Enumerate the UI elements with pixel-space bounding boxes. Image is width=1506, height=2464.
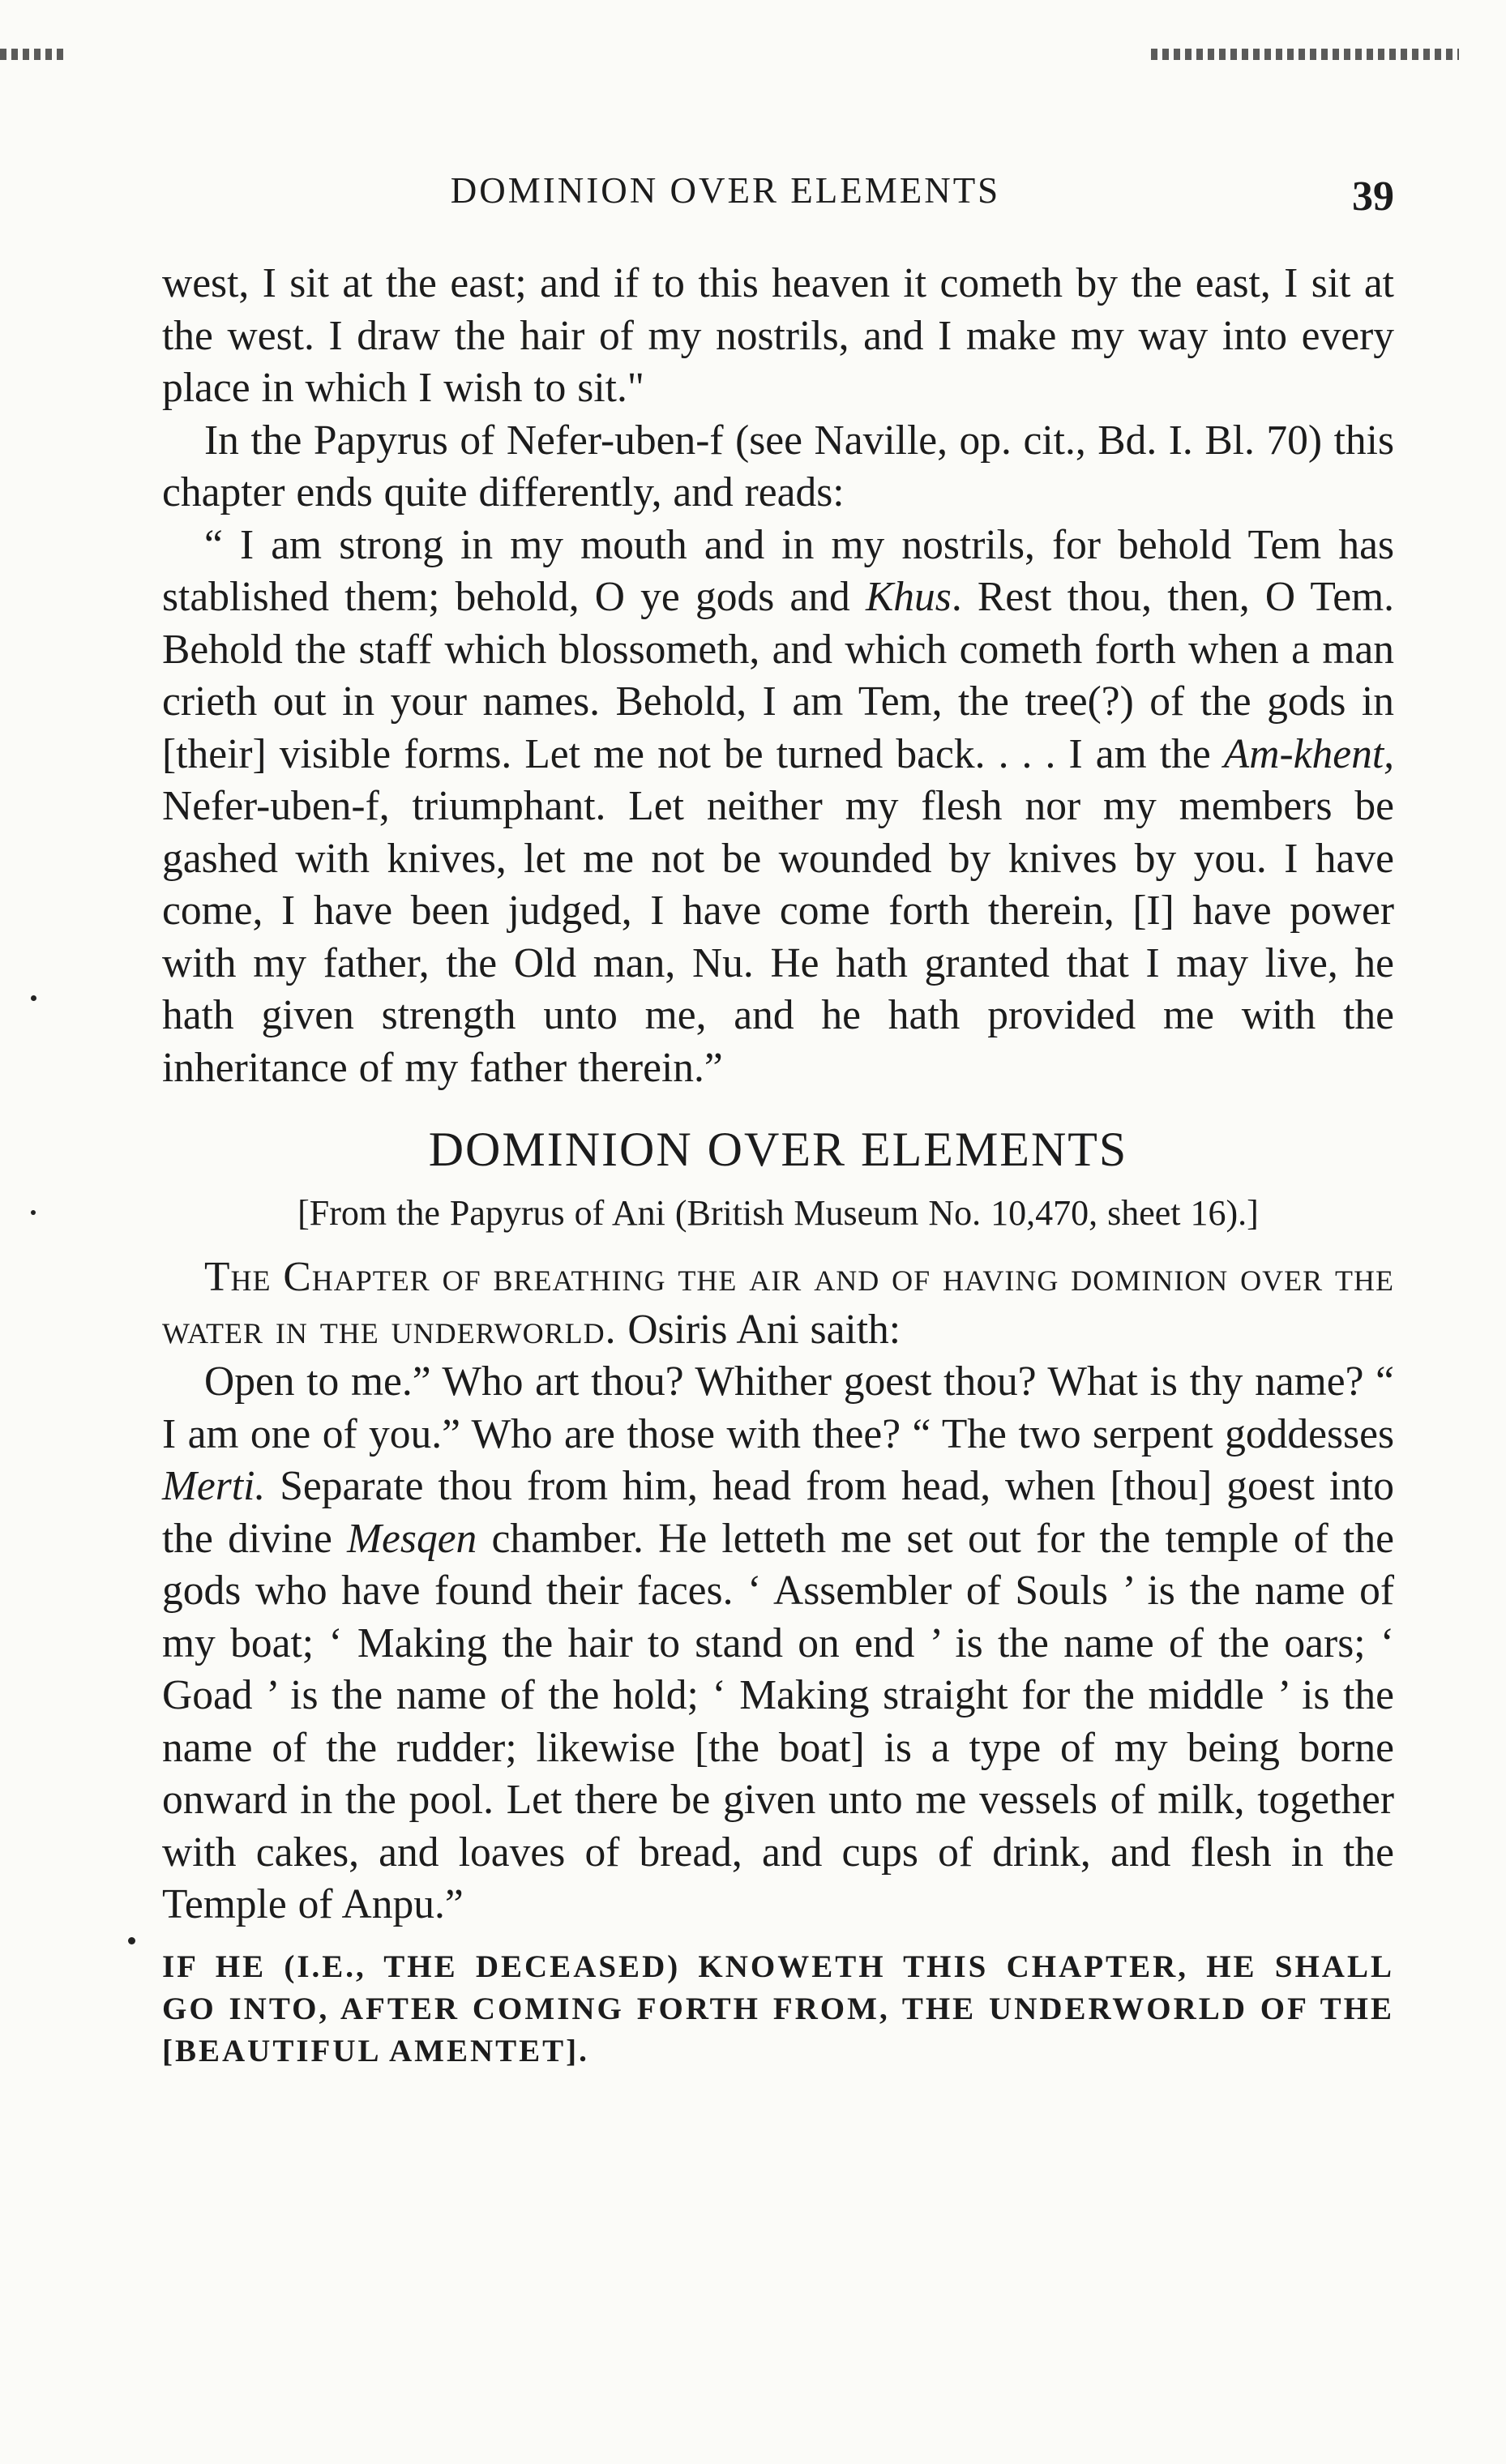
chapter-intro: [162, 1251, 1394, 1356]
running-title: DOMINION OVER ELEMENTS: [450, 170, 1001, 211]
section-title: DOMINION OVER ELEMENTS: [428, 1123, 1128, 1176]
scan-artifact-top-left: [0, 49, 65, 60]
body-text: [162, 258, 1394, 2073]
quotation-text: Nefer-uben-f, triumphant. Let neither my flesh nor my members be gashed with knives, let me not be wounded by knives by you. I have come, I have been judged, I have come forth therein, [I] have power with my father, the Old man, Nu. He hath granted that I may live, he hath given strength unto me, and he hath provided me with the inheritance of my father therein.”: [162, 783, 1394, 1091]
italic-term-mesqen: Mesqen: [347, 1515, 477, 1562]
paragraph-quotation: [162, 520, 1394, 1095]
chapter-body-text: Separate thou from him, head from head, when [thou] goest into the divine: [162, 1463, 1394, 1562]
italic-term-merti: Merti.: [162, 1463, 266, 1509]
chapter-heading: The Chapter of breathing the air and of having dominion over the water in the underworld.: [162, 1254, 1394, 1353]
quotation-text: . Rest thou, then, O Tem. Behold the staff which blossometh, and which cometh forth when a man crieth out in your names. Behold, I am Tem, the tree(?) of the gods in [their] visible forms. Let me not be turned back. . . . I am the: [162, 574, 1395, 777]
running-head: [162, 162, 1394, 219]
scan-speck: [31, 995, 36, 1001]
scan-speck: [31, 1210, 36, 1215]
page-number: 39: [1352, 173, 1394, 220]
italic-term-am-khent: Am-khent,: [1223, 730, 1394, 777]
chapter-body-text: chamber. He letteth me set out for the temple of the gods who have found their faces. ‘ Assembler of Souls ’ is the name of my boat; ‘ Making the hair to stand on end ’ is the name of the oars; ‘ Goad ’ is the name of the hold; ‘ Making straight for the middle ’ is the name of the rudder; likewise [the boat] is a type of my being borne onward in the pool. Let there be given unto me vessels of milk, together with cakes, and loaves of bread, and cups of drink, and flesh in the Temple of Anpu.”: [162, 1515, 1394, 1927]
chapter-intro-text: Osiris Ani saith:: [616, 1306, 901, 1353]
italic-term-khus: Khus: [865, 574, 952, 620]
source-note: [From the Papyrus of Ani (British Museum No. 10,470, sheet 16).]: [297, 1193, 1259, 1233]
scan-artifact-top-right: [1151, 49, 1459, 60]
chapter-body: [162, 1356, 1394, 1931]
chapter-body-text: Open to me.” Who art thou? Whither goest thou? What is thy name? “ I am one of you.” Who are those with thee? “ The two serpent goddesses: [162, 1358, 1394, 1457]
rubric-final-note: IF HE (I.E., THE DECEASED) KNOWETH THIS CHAPTER, HE SHALL GO INTO, AFTER COMING FORTH FROM, THE UNDERWORLD OF THE [BEAUTIFUL AMENTET].: [162, 1949, 1394, 2068]
quotation-text: “ I am strong in my mouth and in my nostrils, for behold Tem has stablished them; behold, O ye gods and: [162, 521, 1394, 620]
paragraph-continuation: west, I sit at the east; and if to this heaven it cometh by the east, I sit at the west. I draw the hair of my nostrils, and I make my way into every place in which I wish to sit.": [162, 260, 1394, 411]
paragraph-papyrus-note: In the Papyrus of Nefer-uben-f (see Naville, op. cit., Bd. I. Bl. 70) this chapter ends quite differently, and reads:: [162, 417, 1394, 515]
scan-speck: [128, 1937, 135, 1944]
